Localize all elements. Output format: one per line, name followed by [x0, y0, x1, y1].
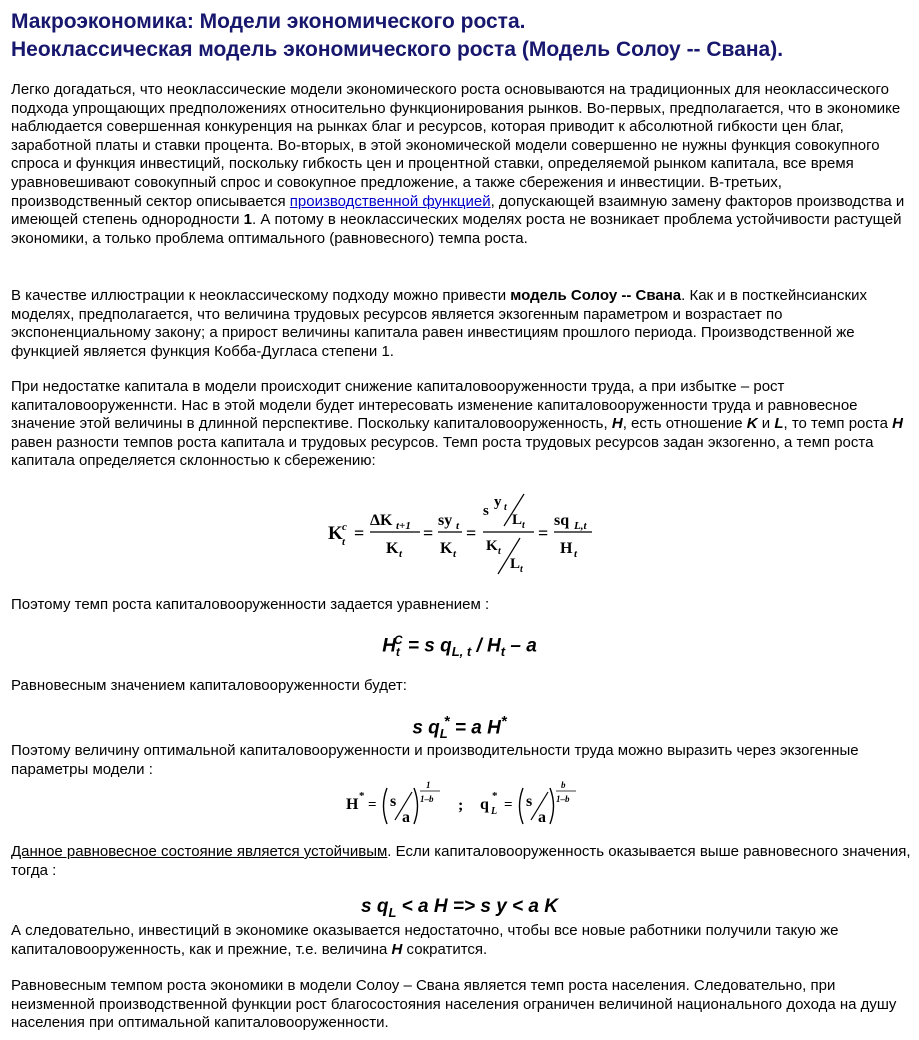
- paragraph-4: Поэтому темп роста капиталовооруженности задается уравнением :: [11, 596, 490, 613]
- f2-q-star: *: [492, 790, 498, 802]
- eq3-lead: s q: [412, 717, 440, 739]
- f1-y-sub: t: [504, 502, 507, 513]
- f1-eq-4: =: [538, 523, 549, 543]
- eq2-H: H: [382, 635, 396, 657]
- p3-text-b: , есть отношение: [622, 415, 747, 433]
- f1-lhs-K: K: [328, 523, 343, 544]
- f1-eq-2: =: [423, 523, 434, 543]
- title-line-1: Макроэкономика: Модели экономического роста.: [11, 10, 526, 33]
- p3-text-e: равен разности темпов роста капитала и трудовых ресурсов. Темп роста трудовых ресурсов задан экзогенно, а темп роста капитала определяется склонностью к сбережению:: [11, 433, 874, 470]
- f2-paren-right-1: [414, 788, 418, 824]
- paragraph-6: Поэтому величину оптимальной капиталовооруженности и производительности труда можно выразить через экзогенные параметры модели :: [11, 742, 859, 778]
- f2-eq-2: =: [504, 797, 513, 813]
- f2-eq-1: =: [368, 797, 377, 813]
- f1-H: H: [560, 540, 573, 557]
- f2-a: a: [402, 809, 410, 826]
- eq2-sub3: t: [500, 644, 506, 660]
- eq3-mid: = a H: [449, 717, 501, 739]
- f1-K2: K: [486, 538, 498, 554]
- f1-den2-sub: t: [453, 548, 457, 560]
- f2-paren-right-2: [550, 788, 554, 824]
- eq4-b: < a H => s y < a K: [396, 896, 558, 917]
- f1-y: y: [494, 494, 502, 510]
- f2-a-2: a: [538, 809, 546, 826]
- p8-text-a: А следовательно, инвестиций в экономике оказывается недостаточно, чтобы все новые работники получили такую же капиталовооруженность, как и прежние, т.е. величина: [11, 922, 839, 958]
- p2-text-a: В качестве иллюстрации к неоклассическому подходу можно привести: [11, 287, 511, 304]
- f1-s: s: [483, 503, 489, 519]
- f1-delta-K: ΔK: [370, 512, 393, 529]
- p2-text-b: . Как и в посткейнсианских моделях, предполагается, что величина трудовых ресурсов является экзогенным параметром и возрастает по экспоненциальному закону; а прирост величины капитала равен инвестициям прошлого периода. Производственной же функцией является функция Кобба-Дугласа степени 1.: [11, 287, 867, 360]
- p8-H: H: [391, 940, 403, 958]
- p3-K: K: [746, 415, 758, 433]
- f2-exp2-num: b: [561, 780, 566, 790]
- f1-L: L: [512, 512, 523, 528]
- p3-text-c: и: [757, 415, 775, 433]
- paragraph-7: [11, 843, 911, 880]
- f2-q: q: [480, 796, 489, 813]
- p1-text-b: , допускающей взаимную замену факторов производства и имеющей степень однородности: [11, 192, 905, 229]
- p1-text-a: Легко догадаться, что неоклассические модели экономического роста основываются на традиционных для неоклассического подхода упрощающих предположениях относительно функционирования рынков. Во-первых, предполагается, что в экономике наблюдается совершенная конкуренция на рынках благ и ресурсов, которая приводит к абсолютной гибкости цен благ, заработной платы и ставки процента. Во-вторых, в этой экономической модели совершенно не нужны функция совокупного спроса и функция инвестиций, поскольку гибкость цен и процентной ставки, определяемой рынком капитала, все время уравновешивают совокупный спрос и совокупное предложение, а также сбережения и инвестиции. В-третьих, производственный сектор описывается: [11, 81, 901, 210]
- paragraph-5: Равновесным значением капиталовооруженности будет:: [11, 677, 407, 694]
- stability-statement: Данное равновесное состояние является устойчивым: [11, 843, 388, 860]
- f2-exp2-den: 1–b: [556, 794, 570, 804]
- f2-s-2: s: [526, 793, 533, 810]
- f1-eq-3: =: [466, 523, 477, 543]
- article: [11, 8, 911, 64]
- f2-paren-left-2: [520, 788, 524, 824]
- solow-swan-model-bold: модель Солоу -- Свана: [510, 287, 682, 304]
- paragraph-8: [11, 922, 911, 959]
- p3-L: L: [774, 415, 784, 433]
- paragraph-3: [11, 378, 911, 471]
- f1-sq: sq: [554, 512, 570, 529]
- p3-text-a: При недостатке капитала в модели происходит снижение капиталовооруженности труда, а при избытке – рост капиталовооруженнсти. Нас в этой модели будет интересовать изменение капиталовооруженности труда и равновесное значение этой величины в длинной перспективе. Поскольку капиталовооруженность,: [11, 378, 858, 433]
- f1-L-sub: t: [522, 520, 525, 531]
- f1-eq-1: =: [354, 523, 365, 543]
- f2-separator: ;: [458, 797, 464, 814]
- f2-s: s: [390, 793, 397, 810]
- f2-exp1-num: 1: [426, 780, 431, 790]
- p1-bold-one: 1: [243, 211, 253, 229]
- f1-sy: sy: [438, 512, 453, 529]
- capital-growth-formula: [320, 488, 610, 580]
- growth-equation: [0, 633, 919, 659]
- f1-H-sub: t: [574, 548, 578, 560]
- eq2-sup: C: [393, 633, 403, 647]
- eq2-sub: t: [395, 645, 400, 660]
- p3-H2: H: [892, 415, 903, 433]
- eq2-tail: – a: [505, 635, 537, 657]
- page-title: [11, 8, 911, 64]
- f1-lhs-sub: t: [342, 536, 346, 548]
- f1-sy-sub: t: [456, 520, 460, 532]
- p8-text-b: сократится.: [402, 940, 488, 958]
- title-line-2: Неоклассическая модель экономического роста (Модель Солоу -- Свана).: [11, 38, 784, 61]
- inequality-equation: [0, 896, 919, 920]
- paragraph-9: Равновесным темпом роста экономики в модели Солоу – Свана является темп роста населения. Следовательно, при неизменной производственной функции рост благосостояния населения ограничен величиной национального дохода на душу населения при оптимальной капиталовооруженности.: [11, 977, 897, 1032]
- f1-den-sub: t: [399, 548, 403, 560]
- paragraph-2: [11, 287, 911, 361]
- f2-exp1-den: 1–b: [420, 794, 434, 804]
- eq2-rest: / H: [471, 635, 501, 657]
- f1-delta-sub: t+1: [396, 520, 411, 532]
- eq3-sub: L: [439, 726, 448, 742]
- f2-paren-left-1: [384, 788, 388, 824]
- eq3-sup2: *: [500, 713, 507, 730]
- f1-L2-sub: t: [520, 564, 523, 575]
- equilibrium-equation: [0, 713, 919, 741]
- eq2-mid: = s q: [402, 635, 452, 657]
- eq3-sup: *: [443, 713, 450, 730]
- f1-sq-sub: L,t: [574, 520, 587, 532]
- p7-rest: . Если капиталовооруженность оказывается выше равновесного значения, тогда :: [11, 843, 911, 879]
- f1-K2-sub: t: [498, 546, 501, 557]
- f2-H-star: *: [359, 790, 365, 802]
- optimal-values-formula: [340, 776, 590, 828]
- f1-den-K: K: [386, 540, 399, 557]
- paragraph-1: [11, 81, 911, 248]
- f2-H: H: [346, 796, 359, 813]
- production-function-link[interactable]: производственной функцией: [289, 192, 491, 210]
- f1-L2: L: [510, 556, 521, 572]
- p3-H: H: [611, 415, 623, 433]
- eq4-sub: L: [388, 904, 397, 920]
- f1-lhs-sup: c: [342, 521, 347, 533]
- p3-text-d: , то темп роста: [783, 415, 893, 433]
- p1-text-c: . А потому в неоклассических моделях роста не возникает проблема устойчивости растущей экономики, а только проблема оптимального (равновесного) темпа роста.: [11, 211, 902, 247]
- eq4-a: s q: [360, 896, 389, 917]
- f2-q-sub: L: [491, 806, 498, 817]
- eq2-sub2: L, t: [451, 644, 472, 660]
- f1-den2-K: K: [440, 540, 453, 557]
